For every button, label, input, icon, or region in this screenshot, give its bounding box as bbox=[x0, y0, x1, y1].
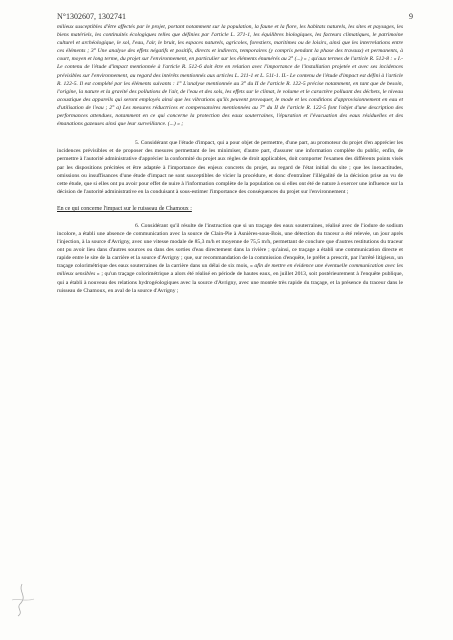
paragraph-6-end: » ; qu'un traçage colorimétrique a alors été réalisé en période de hautes eaux, en juillet 2013, soit postérieurement à l'enquête publique, qui a établi à nouveau des relations hydrogéologiques avec la source d'Avrigny, avec une montée très rapide du traçage, et la présence du traceur dans le ruisseau de Chamoux, en aval de la source d'Avrigny ; bbox=[57, 271, 403, 294]
section-heading: En ce qui concerne l'impact sur le ruisseau de Chamoux : bbox=[57, 205, 192, 212]
page-header bbox=[57, 12, 413, 21]
page-number: 9 bbox=[409, 12, 413, 21]
paragraph-6 bbox=[57, 222, 403, 295]
paragraph-5: 5. Considérant que l'étude d'impact, qui a pour objet de permettre, d'une part, au promoteur du projet d'en apprécier les incidences prévisibles et de proposer des mesures permettant de les minimiser, d'autre part, d'assurer une information complète du public, enfin, de permettre à l'autorité administrative d'apprécier la conformité du projet aux règles de droit applicables, doit comporter l'examen des différents points visés par les dispositions précitées et être adaptée à l'importance des enjeux concrets du projet, au regard de l'état initial du site ; que les inexactitudes, omissions ou insuffisances d'une étude d'impact ne sont susceptibles de vicier la procédure, et donc d'entraîner l'illégalité de la décision prise au vu de cette étude, que si elles ont pu avoir pour effet de nuire à l'information complète de la population ou si elles ont été de nature à exercer une influence sur la décision de l'autorité administrative en la conduisant à sous-estimer l'importance des conséquences du projet sur l'environnement ; bbox=[57, 140, 403, 195]
paragraph-6-quote: afin de mettre en évidence une éventuelle communication avec les milieux sensibles bbox=[57, 263, 403, 278]
paragraph-6-start: 6. Considérant qu'il résulte de l'instruction que si un traçage des eaux souterraines, réalisé avec de l'iodure de sodium incolore, a établi une absence de communication avec la source de Clain-Pie à Asnières-sous-Bois, une détection du traceur a été relevée, un jour après l'injection, à la source d'Avrigny, avec une vitesse modale de 85,3 m/h et moyenne de 75,5 m/h, permettant de conclure que d'autres restitutions du traceur ont pu avoir lieu dans d'autres sources ou dans des sorties d'eau directement dans la rivière ; qu'ainsi, ce traçage a établi une communication directe et rapide entre le site de la carrière et la source d'Avrigny ; que, sur recommandation de la commission d'enquête, le préfet a prescrit, par l'arrêté litigieux, un traçage colorimétrique des eaux souterraines de la carrière dans un délai de six mois, « bbox=[57, 222, 403, 270]
quoted-regulation-paragraph: milieux susceptibles d'être affectés par le projet, portant notamment sur la population, la faune et la flore, les habitats naturels, les sites et paysages, les biens matériels, les continuités écologiques telles que définies par l'article L. 371-1, les équilibres biologiques, les facteurs climatiques, le patrimoine culturel et archéologique, le sol, l'eau, l'air, le bruit, les espaces naturels, agricoles, forestiers, maritimes ou de loisirs, ainsi que les interrelations entre ces éléments ; 3° Une analyse des effets négatifs et positifs, directs et indirects, temporaires (y compris pendant la phase des travaux) et permanents, à court, moyen et long terme, du projet sur l'environnement, en particulier sur les éléments énumérés au 2° (...) » ; qu'aux termes de l'article R. 512-8 : « I.-Le contenu de l'étude d'impact mentionnée à l'article R. 512-6 doit être en relation avec l'importance de l'installation projetée et avec ses incidences prévisibles sur l'environnement, au regard des intérêts mentionnés aux articles L. 211-1 et L. 511-1. II.- Le contenu de l'étude d'impact est défini à l'article R. 122-5. Il est complété par les éléments suivants : 1° L'analyse mentionnée au 3° du II de l'article R. 122-5 précise notamment, en tant que de besoin, l'origine, la nature et la gravité des pollutions de l'air, de l'eau et des sols, les effets sur le climat, le volume et le caractère polluant des déchets, le niveau acoustique des appareils qui seront employés ainsi que les vibrations qu'ils peuvent provoquer, le mode et les conditions d'approvisionnement en eau et d'utilisation de l'eau ; 2° a) Les mesures réductrices et compensatoires mentionnées au 7° du II de l'article R. 122-5 font l'objet d'une description des performances attendues, notamment en ce qui concerne la protection des eaux souterraines, l'épuration et l'évacuation des eaux résiduelles et des émanations gazeuses ainsi que leur surveillance. (...) » ; bbox=[57, 24, 403, 128]
handwritten-margin-mark bbox=[8, 582, 38, 618]
case-reference: N°1302607, 1302741 bbox=[57, 12, 126, 21]
